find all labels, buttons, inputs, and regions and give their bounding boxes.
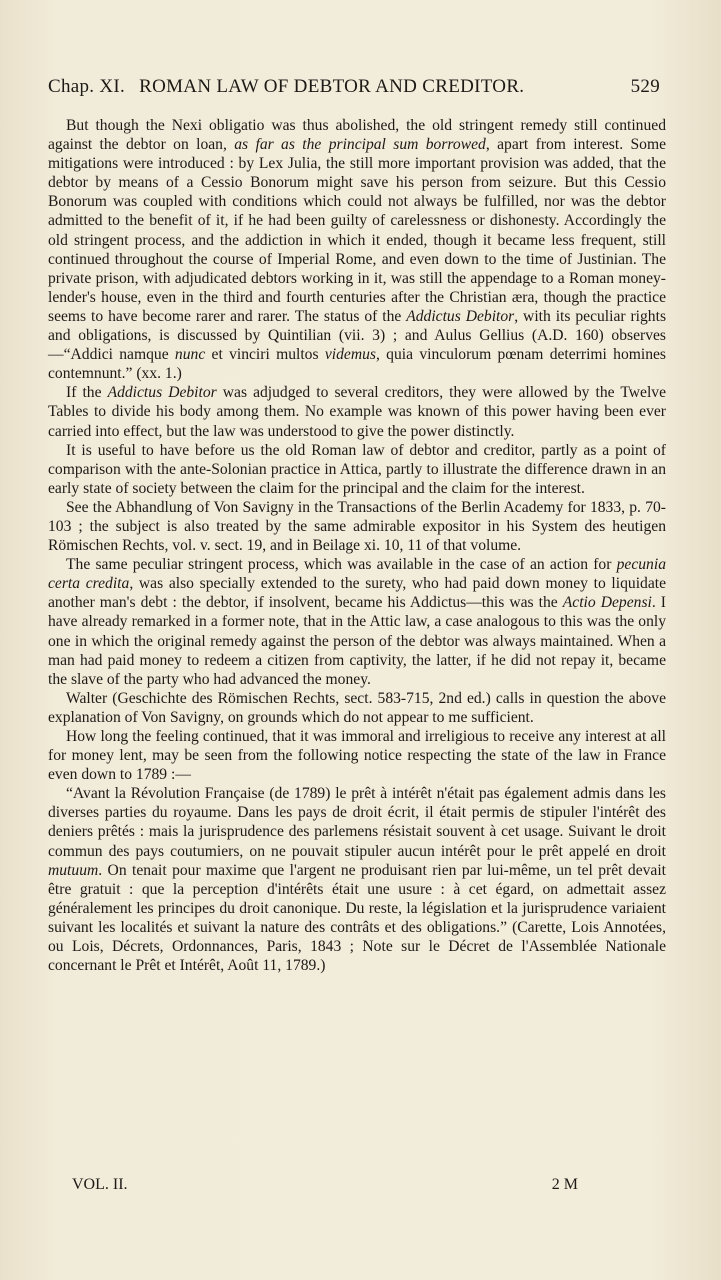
footnote-text — [48, 116, 666, 975]
italic-run: Addictus Debitor — [107, 384, 217, 402]
text-run: , apart from interest. Some mitigations were introduced : by Lex Julia, the still more important provision was added, that the debtor by means of a Cessio Bonorum might save his person from seizure. But this Cessio Bonorum was coupled with conditions which could not always be fulfilled, nor was the debtor admitted to the benefit of it, if he had been guilty of carelessness or dishonesty. Accordingly the old stringent process, and the addiction in which it ended, though it became less frequent, still continued throughout the course of Imperial Rome, and even down to the time of Justinian. The private prison, with adjudicated debtors working in it, was still the appendage to a Roman money-lender's house, even in the third and fourth centuries after the Christian æra, though the practice seems to have become rarer and rarer. The status of the — [48, 136, 666, 325]
paragraph — [48, 555, 666, 689]
text-run: It is useful to have before us the old Roman law of debtor and creditor, partly as a point of comparison with the ante-Solonian practice in Attica, partly to illustrate the difference drawn in an early state of society between the claim for the principal and the claim for the interest. — [48, 441, 666, 497]
text-run: How long the feeling continued, that it was immoral and irreligious to receive any interest at all for money lent, may be seen from the following notice respecting the state of the law in France even down to 1789 :— — [48, 728, 666, 784]
text-run: . On tenait pour maxime que l'argent ne produisant rien par lui-même, un tel prêt devait être gratuit : que la perception d'intérêts était une usure : à cet égard, on admettait assez généralement les principes du droit canonique. Du reste, la législation et la jurisprudence variaient suivant les localités et suivant la nature des contrâts et des obligations.” (Carette, Lois Annotées, ou Lois, Décrets, Ordonnances, Paris, 1843 ; Note sur le Décret de l'Assemblée Nationale concernant le Prêt et Intérêt, Août 11, 1789.) — [48, 861, 666, 975]
italic-run: videmus — [324, 346, 376, 364]
paragraph — [48, 784, 666, 975]
text-run: et vinciri multos — [205, 346, 325, 364]
italic-run: Actio Depensi — [562, 594, 652, 612]
text-run: , was also specially extended to the surety, who had paid down money to liquidate another man's debt : the debtor, if insolvent, became his Addictus—this was the — [48, 575, 666, 612]
italic-run: as far as the principal sum borrowed — [234, 136, 486, 154]
page-footer — [72, 1176, 578, 1194]
text-run: was adjudged to several creditors, they were allowed by the Twelve Tables to divide his body among them. No example was known of this power having been ever carried into effect, but the law was understood to give the power distinctly. — [48, 384, 667, 440]
italic-run: nunc — [174, 346, 206, 364]
text-run: , quia vinculorum pœnam deterrimi homines contemnunt.” (xx. 1.) — [48, 346, 667, 383]
text-run: “Avant la Révolution Française (de 1789) le prêt à intérêt n'était pas également admis dans les diverses parties du royaume. Dans les pays de droit écrit, il était permis de stipuler l'intérêt des deniers prêtés : mais la jurisprudence des parlemens résistait souvent à cet usage. Suivant le droit commun des pays coutumiers, on ne pouvait stipuler aucun intérêt pour le prêt appelé en droit — [48, 785, 666, 860]
paragraph — [48, 727, 666, 784]
text-run: But though the Nexi obligatio was thus abolished, the old stringent remedy still continued against the debtor on loan, — [48, 117, 666, 154]
volume-label: VOL. II. — [72, 1176, 128, 1193]
paragraph — [48, 689, 666, 727]
paragraph — [48, 383, 666, 440]
paragraph — [48, 441, 666, 498]
text-run: If the — [66, 384, 108, 402]
text-run: , with its peculiar rights and obligations, is discussed by Quintilian (vii. 3) ; and Aulus Gellius (A.D. 160) observes—“Addici namque — [48, 307, 667, 364]
running-title: ROMAN LAW OF DEBTOR AND CREDITOR. — [139, 76, 525, 97]
paragraph — [48, 498, 666, 555]
running-header — [48, 76, 660, 98]
paragraph — [48, 116, 666, 383]
text-run: . I have already remarked in a former note, that in the Attic law, a case analogous to this was the only one in which the original remedy against the person of the debtor was always maintained. When a man had paid money to redeem a citizen from captivity, the latter, if he did not repay it, became the slave of the party who had advanced the money. — [48, 594, 666, 688]
italic-run: Addictus Debitor — [406, 307, 515, 325]
text-run: See the Abhandlung of Von Savigny in the Transactions of the Berlin Academy for 1833, p. 70-103 ; the subject is also treated by the same admirable expositor in his System des heutigen Römischen Rechts, vol. v. sect. 19, and in Beilage xi. 10, 11 of that volume. — [48, 498, 666, 555]
chapter-label: Chap. XI. — [48, 76, 126, 97]
page-number: 529 — [630, 76, 660, 97]
text-run: Walter (Geschichte des Römischen Rechts, sect. 583-715, 2nd ed.) calls in question the above explanation of Von Savigny, on grounds which do not appear to me sufficient. — [48, 689, 666, 726]
italic-run: mutuum — [48, 861, 99, 879]
signature-mark: 2 M — [551, 1176, 578, 1193]
italic-run: pecunia certa credita — [48, 556, 666, 593]
text-run: The same peculiar stringent process, which was available in the case of an action for — [66, 556, 617, 574]
